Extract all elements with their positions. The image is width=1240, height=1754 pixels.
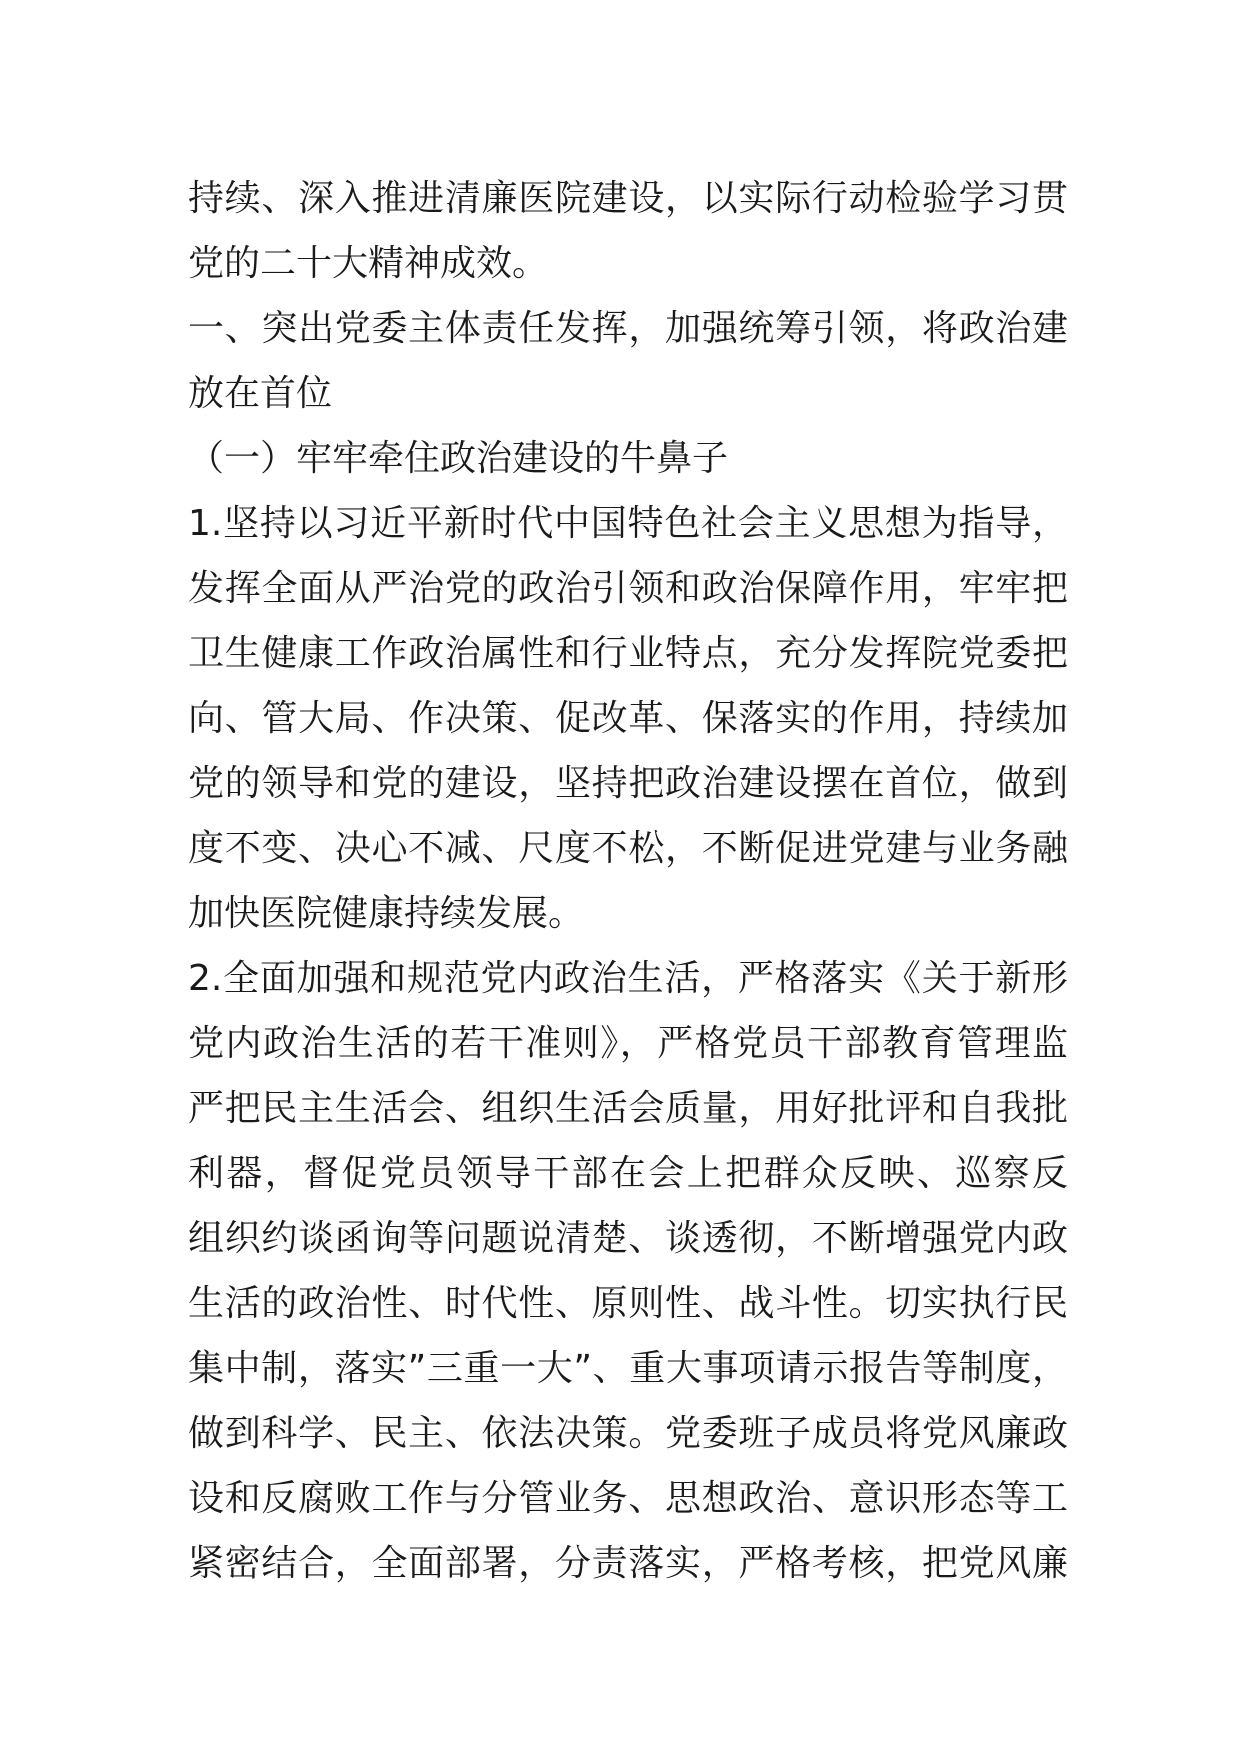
text-line: 卫生健康工作政治属性和行业特点，充分发挥院党委把 bbox=[188, 633, 1068, 674]
text-line: 党的二十大精神成效。 bbox=[188, 243, 549, 284]
text-line: 持续、深入推进清廉医院建设，以实际行动检验学习贯 bbox=[188, 178, 1068, 219]
text-line: 发挥全面从严治党的政治引领和政治保障作用，牢牢把 bbox=[188, 568, 1068, 609]
text-line: 党内政治生活的若干准则》，严格党员干部教育管理监 bbox=[188, 1023, 1068, 1064]
text-line: 党的领导和党的建设，坚持把政治建设摆在首位，做到 bbox=[188, 763, 1068, 804]
text-line: 生活的政治性、时代性、原则性、战斗性。切实执行民 bbox=[188, 1283, 1068, 1324]
text-line: 设和反腐败工作与分管业务、思想政治、意识形态等工 bbox=[188, 1478, 1068, 1519]
text-line: 组织约谈函询等问题说清楚、谈透彻，不断增强党内政 bbox=[188, 1218, 1068, 1259]
text-line: 加快医院健康持续发展。 bbox=[188, 893, 585, 934]
text-line: 做到科学、民主、依法决策。党委班子成员将党风廉政 bbox=[188, 1413, 1068, 1454]
text-line: 2.全面加强和规范党内政治生活，严格落实《关于新形 bbox=[188, 958, 1068, 999]
text-line: 度不变、决心不减、尺度不松，不断促进党建与业务融 bbox=[188, 828, 1068, 869]
subsection-heading: （一）牢牢牵住政治建设的牛鼻子 bbox=[188, 438, 729, 479]
body-text bbox=[188, 166, 1068, 1596]
section-heading-line: 放在首位 bbox=[188, 373, 333, 414]
text-line: 集中制，落实”三重一大”、重大事项请示报告等制度， bbox=[188, 1348, 1068, 1389]
section-heading-line: 一、突出党委主体责任发挥，加强统筹引领，将政治建 bbox=[188, 308, 1068, 349]
text-line: 严把民主生活会、组织生活会质量，用好批评和自我批 bbox=[188, 1088, 1068, 1129]
text-line: 利器，督促党员领导干部在会上把群众反映、巡察反 bbox=[188, 1153, 1068, 1194]
text-line: 紧密结合，全面部署，分责落实，严格考核，把党风廉 bbox=[188, 1543, 1068, 1584]
text-line: 向、管大局、作决策、促改革、保落实的作用，持续加 bbox=[188, 698, 1068, 739]
text-line: 1.坚持以习近平新时代中国特色社会主义思想为指导， bbox=[188, 503, 1068, 544]
